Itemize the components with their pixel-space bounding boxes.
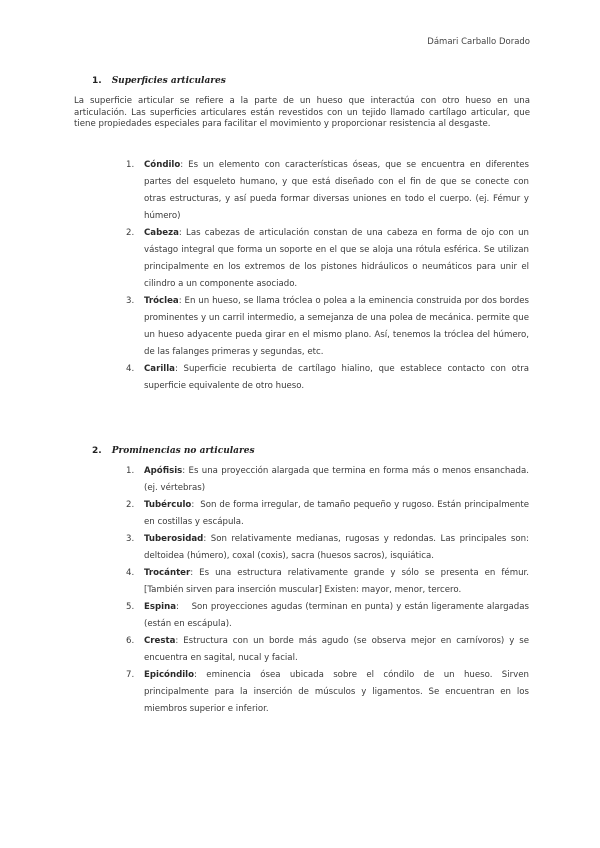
section-2-list xyxy=(126,463,532,718)
list-item-text: Son de forma irregular, de tamaño pequeño y rugoso. Están principalmente en costillas y escápula. xyxy=(144,500,532,527)
list-item xyxy=(126,293,532,361)
list-item-number: 5. xyxy=(126,602,135,612)
list-item xyxy=(126,463,532,497)
list-item-separator: : xyxy=(182,466,186,476)
list-item-text: Las cabezas de articulación constan de una cabeza en forma de ojo con un vástago integral que forma un soporte en el que se aloja una rótula esférica. Se utilizan principalmente en los extremos de los pistones hidráulicos o neumáticos para unir el cilindro a un componente asociado. xyxy=(144,228,532,289)
section-2-heading xyxy=(92,446,255,456)
list-item-number: 3. xyxy=(126,296,135,306)
list-item-separator: : xyxy=(194,670,197,680)
list-item-term: Cabeza xyxy=(144,228,179,238)
list-item xyxy=(126,497,532,531)
section-1-intro: La superficie articular se refiere a la parte de un hueso que interactúa con otro hueso en una articulación. Las superficies articulares están revestidos con un tejido llamado cartílago articular, que tiene propiedades especiales para facilitar el movimiento y proporcionar resistencia al desgaste. xyxy=(74,96,530,129)
list-item-number: 2. xyxy=(126,228,135,238)
list-item xyxy=(126,225,532,293)
list-item-text: Es una proyección alargada que termina en forma más o menos ensanchada. (ej. vértebras) xyxy=(144,466,532,493)
list-item-separator: : xyxy=(176,602,179,612)
list-item-term: Espina xyxy=(144,602,176,612)
list-item-text: Es un elemento con características óseas, que se encuentra en diferentes partes del esqueleto humano, y que está diseñado con el fin de que se conecte con otras estructuras, y así pueda formar diversas uniones en todo el cuerpo. (ej. Fémur y húmero) xyxy=(144,160,532,221)
list-item-number: 6. xyxy=(126,636,135,646)
list-item-text: Estructura con un borde más agudo (se observa mejor en carnívoros) y se encuentra en sagital, nucal y facial. xyxy=(144,636,532,663)
list-item-separator: : xyxy=(190,568,194,578)
list-item-term: Apófisis xyxy=(144,466,183,476)
list-item-number: 1. xyxy=(126,160,135,170)
list-item-text: Son proyecciones agudas (terminan en punta) y están ligeramente alargadas (están en escápula). xyxy=(144,602,532,629)
list-item-number: 7. xyxy=(126,670,135,680)
list-item-number: 2. xyxy=(126,500,135,510)
section-2-title: Prominencias no articulares xyxy=(111,446,255,456)
list-item-separator: : xyxy=(180,160,184,170)
list-item-term: Trocánter xyxy=(144,568,191,578)
list-item-term: Tuberosidad xyxy=(144,534,204,544)
section-1-heading xyxy=(92,76,226,86)
section-1-number: 1. xyxy=(92,76,102,86)
list-item-text: En un hueso, se llama tróclea o polea a la eminencia construida por dos bordes prominentes y un carril intermedio, a semejanza de una polea de mecánica. permite que un hueso adyacente pueda girar en el mismo plano. Así, tenemos la tróclea del húmero, de las falanges primeras y segundas, etc. xyxy=(144,296,532,357)
list-item-term: Tubérculo xyxy=(144,500,192,510)
list-item-text: Son relativamente medianas, rugosas y redondas. Las principales son: deltoidea (húmero), coxal (coxis), sacra (huesos sacros), isquiática. xyxy=(144,534,532,561)
list-item-term: Carilla xyxy=(144,364,175,374)
list-item-separator: : xyxy=(203,534,207,544)
list-item-separator: : xyxy=(174,364,178,374)
list-item-separator: : xyxy=(178,228,182,238)
list-item-text: eminencia ósea ubicada sobre el cóndilo de un hueso. Sirven principalmente para la inserción de músculos y ligamentos. Se encuentran en los miembros superior e inferior. xyxy=(144,670,532,714)
list-item-term: Tróclea xyxy=(144,296,179,306)
list-item-term: Cresta xyxy=(144,636,176,646)
list-item-separator: : xyxy=(175,636,179,646)
list-item xyxy=(126,667,532,718)
list-item xyxy=(126,531,532,565)
list-item-number: 1. xyxy=(126,466,135,476)
section-1-title: Superficies articulares xyxy=(111,76,226,86)
list-item-term: Cóndilo xyxy=(144,160,181,170)
list-item-text: Superficie recubierta de cartílago hialino, que establece contacto con otra superficie equivalente de otro hueso. xyxy=(144,364,532,391)
list-item xyxy=(126,599,532,633)
section-1-list xyxy=(126,157,532,395)
list-item xyxy=(126,565,532,599)
list-item-number: 4. xyxy=(126,364,135,374)
list-item xyxy=(126,633,532,667)
list-item-number: 3. xyxy=(126,534,135,544)
list-item xyxy=(126,157,532,225)
list-item xyxy=(126,361,532,395)
author-name: Dámari Carballo Dorado xyxy=(427,37,530,47)
list-item-text: Es una estructura relativamente grande y sólo se presenta en fémur. [También sirven para inserción muscular] Existen: mayor, menor, tercero. xyxy=(144,568,532,595)
list-item-term: Epicóndilo xyxy=(144,670,195,680)
list-item-separator: : xyxy=(178,296,182,306)
list-item-number: 4. xyxy=(126,568,135,578)
list-item-separator: : xyxy=(191,500,195,510)
section-2-number: 2. xyxy=(92,446,102,456)
